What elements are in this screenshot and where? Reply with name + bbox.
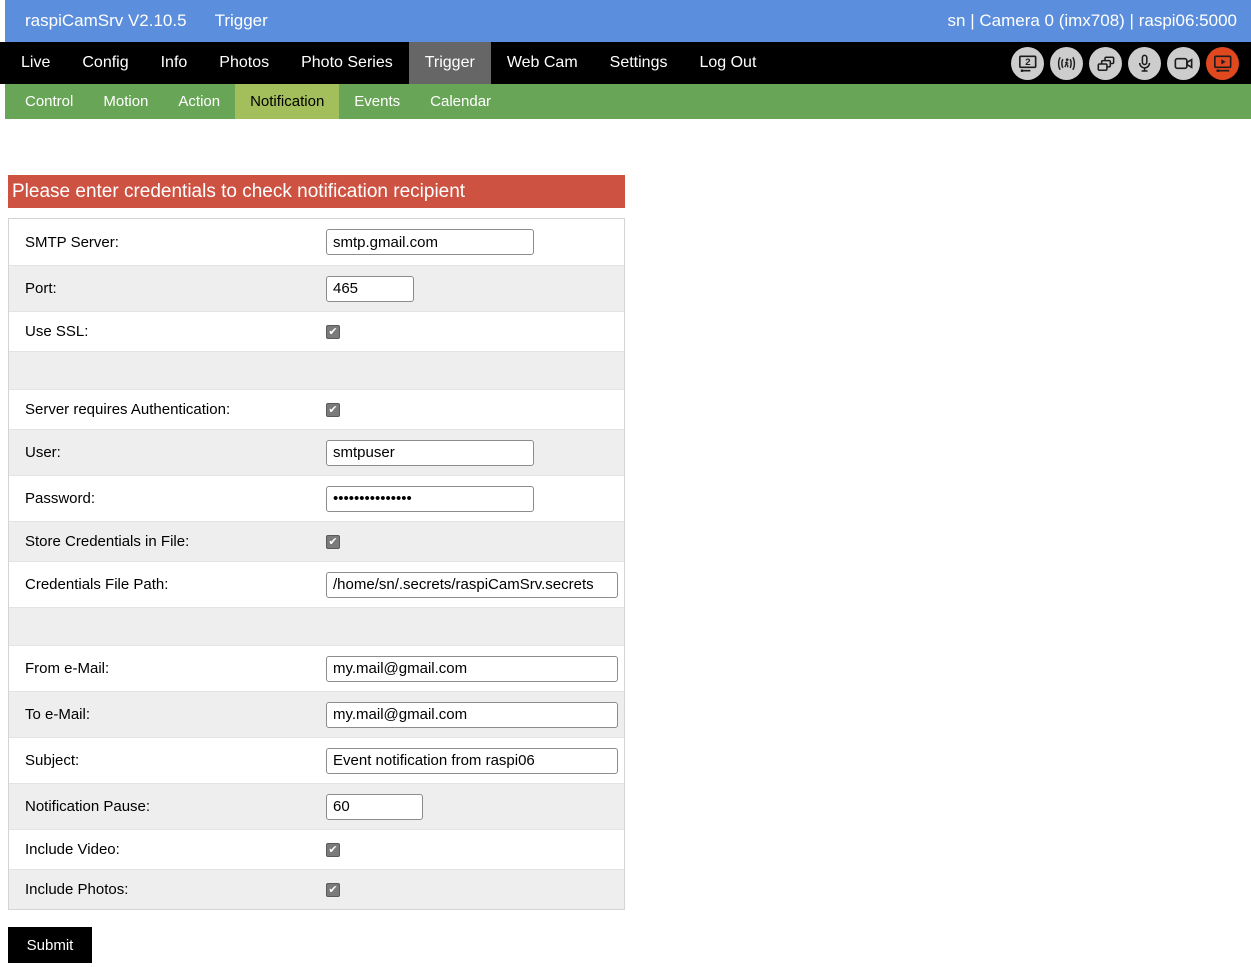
nav-item-live[interactable]: Live	[21, 54, 51, 71]
store-credentials-in-file-checkbox[interactable]: ✔	[326, 535, 340, 549]
form-row-notification-pause	[9, 783, 624, 829]
from-email-input[interactable]	[326, 656, 618, 682]
include-photos-checkbox[interactable]: ✔	[326, 883, 340, 897]
server-requires-authentication-checkbox[interactable]: ✔	[326, 403, 340, 417]
form-row-spacer-2	[9, 607, 624, 645]
subject-input[interactable]	[326, 748, 618, 774]
form-row-port	[9, 265, 624, 311]
form-row-store-credentials-in-file	[9, 521, 624, 561]
form-header: Please enter credentials to check notification recipient	[8, 175, 625, 208]
svg-text:2: 2	[1025, 56, 1031, 68]
nav-item-web-cam[interactable]: Web Cam	[506, 54, 578, 71]
nav-item-info[interactable]: Info	[160, 54, 188, 71]
main-nav	[0, 42, 1251, 84]
smtp-server-input[interactable]	[326, 229, 534, 255]
store-credentials-in-file-label: Store Credentials in File:	[25, 533, 190, 550]
microphone-icon[interactable]	[1128, 47, 1161, 80]
password-input[interactable]	[326, 486, 534, 512]
connection-status: sn | Camera 0 (imx708) | raspi06:5000	[947, 11, 1237, 30]
to-email-input[interactable]	[326, 702, 618, 728]
include-photos-label: Include Photos:	[25, 881, 129, 898]
port-label: Port:	[25, 280, 57, 297]
form-row-to-email	[9, 691, 624, 737]
live-stream-icon[interactable]	[1206, 47, 1239, 80]
nav-item-settings[interactable]: Settings	[609, 54, 668, 71]
form-row-include-photos	[9, 869, 624, 909]
form-row-server-requires-authentication	[9, 389, 624, 429]
nav-item-log-out[interactable]: Log Out	[699, 54, 757, 71]
form-row-user	[9, 429, 624, 475]
notification-pause-input[interactable]	[326, 794, 423, 820]
nav-icons	[1011, 42, 1239, 84]
nav-item-config[interactable]: Config	[82, 54, 129, 71]
form-row-use-ssl	[9, 311, 624, 351]
include-video-checkbox[interactable]: ✔	[326, 843, 340, 857]
subnav-item-notification[interactable]: Notification	[235, 84, 339, 119]
nav-item-trigger[interactable]: Trigger	[409, 42, 491, 84]
notification-pause-label: Notification Pause:	[25, 798, 151, 815]
nav-item-photo-series[interactable]: Photo Series	[301, 54, 393, 71]
port-input[interactable]	[326, 276, 414, 302]
subnav-item-control[interactable]: Control	[25, 93, 74, 110]
include-video-label: Include Video:	[25, 841, 120, 858]
subnav-item-action[interactable]: Action	[178, 93, 221, 110]
notification-form	[8, 218, 625, 910]
use-ssl-label: Use SSL:	[25, 323, 89, 340]
server-requires-authentication-label: Server requires Authentication:	[25, 401, 231, 418]
titlebar	[5, 0, 1251, 42]
form-row-credentials-file-path	[9, 561, 624, 607]
credentials-file-path-input[interactable]	[326, 572, 618, 598]
user-input[interactable]	[326, 440, 534, 466]
form-row-include-video	[9, 829, 624, 869]
password-label: Password:	[25, 490, 96, 507]
subnav-item-motion[interactable]: Motion	[103, 93, 149, 110]
motion-sensor-icon[interactable]	[1050, 47, 1083, 80]
page-title: Trigger	[214, 11, 268, 30]
form-row-smtp-server	[9, 219, 624, 265]
form-row-password	[9, 475, 624, 521]
nav-item-photos[interactable]: Photos	[219, 54, 270, 71]
credentials-file-path-label: Credentials File Path:	[25, 576, 169, 593]
main-content	[8, 175, 625, 963]
smtp-server-label: SMTP Server:	[25, 233, 119, 251]
submit-button[interactable]: Submit	[8, 927, 92, 963]
to-email-label: To e-Mail:	[25, 706, 91, 723]
from-email-label: From e-Mail:	[25, 660, 110, 677]
form-row-from-email	[9, 645, 624, 691]
subnav-item-events[interactable]: Events	[354, 93, 401, 110]
video-camera-icon[interactable]	[1167, 47, 1200, 80]
subnav-item-calendar[interactable]: Calendar	[430, 93, 492, 110]
photo-series-icon[interactable]	[1089, 47, 1122, 80]
app-title: raspiCamSrv V2.10.5	[25, 11, 187, 30]
form-row-subject	[9, 737, 624, 783]
user-label: User:	[25, 444, 61, 461]
use-ssl-checkbox[interactable]: ✔	[326, 325, 340, 339]
sub-nav	[5, 84, 1251, 119]
subject-label: Subject:	[25, 752, 80, 769]
display-2-icon[interactable]	[1011, 47, 1044, 80]
form-row-spacer-1	[9, 351, 624, 389]
